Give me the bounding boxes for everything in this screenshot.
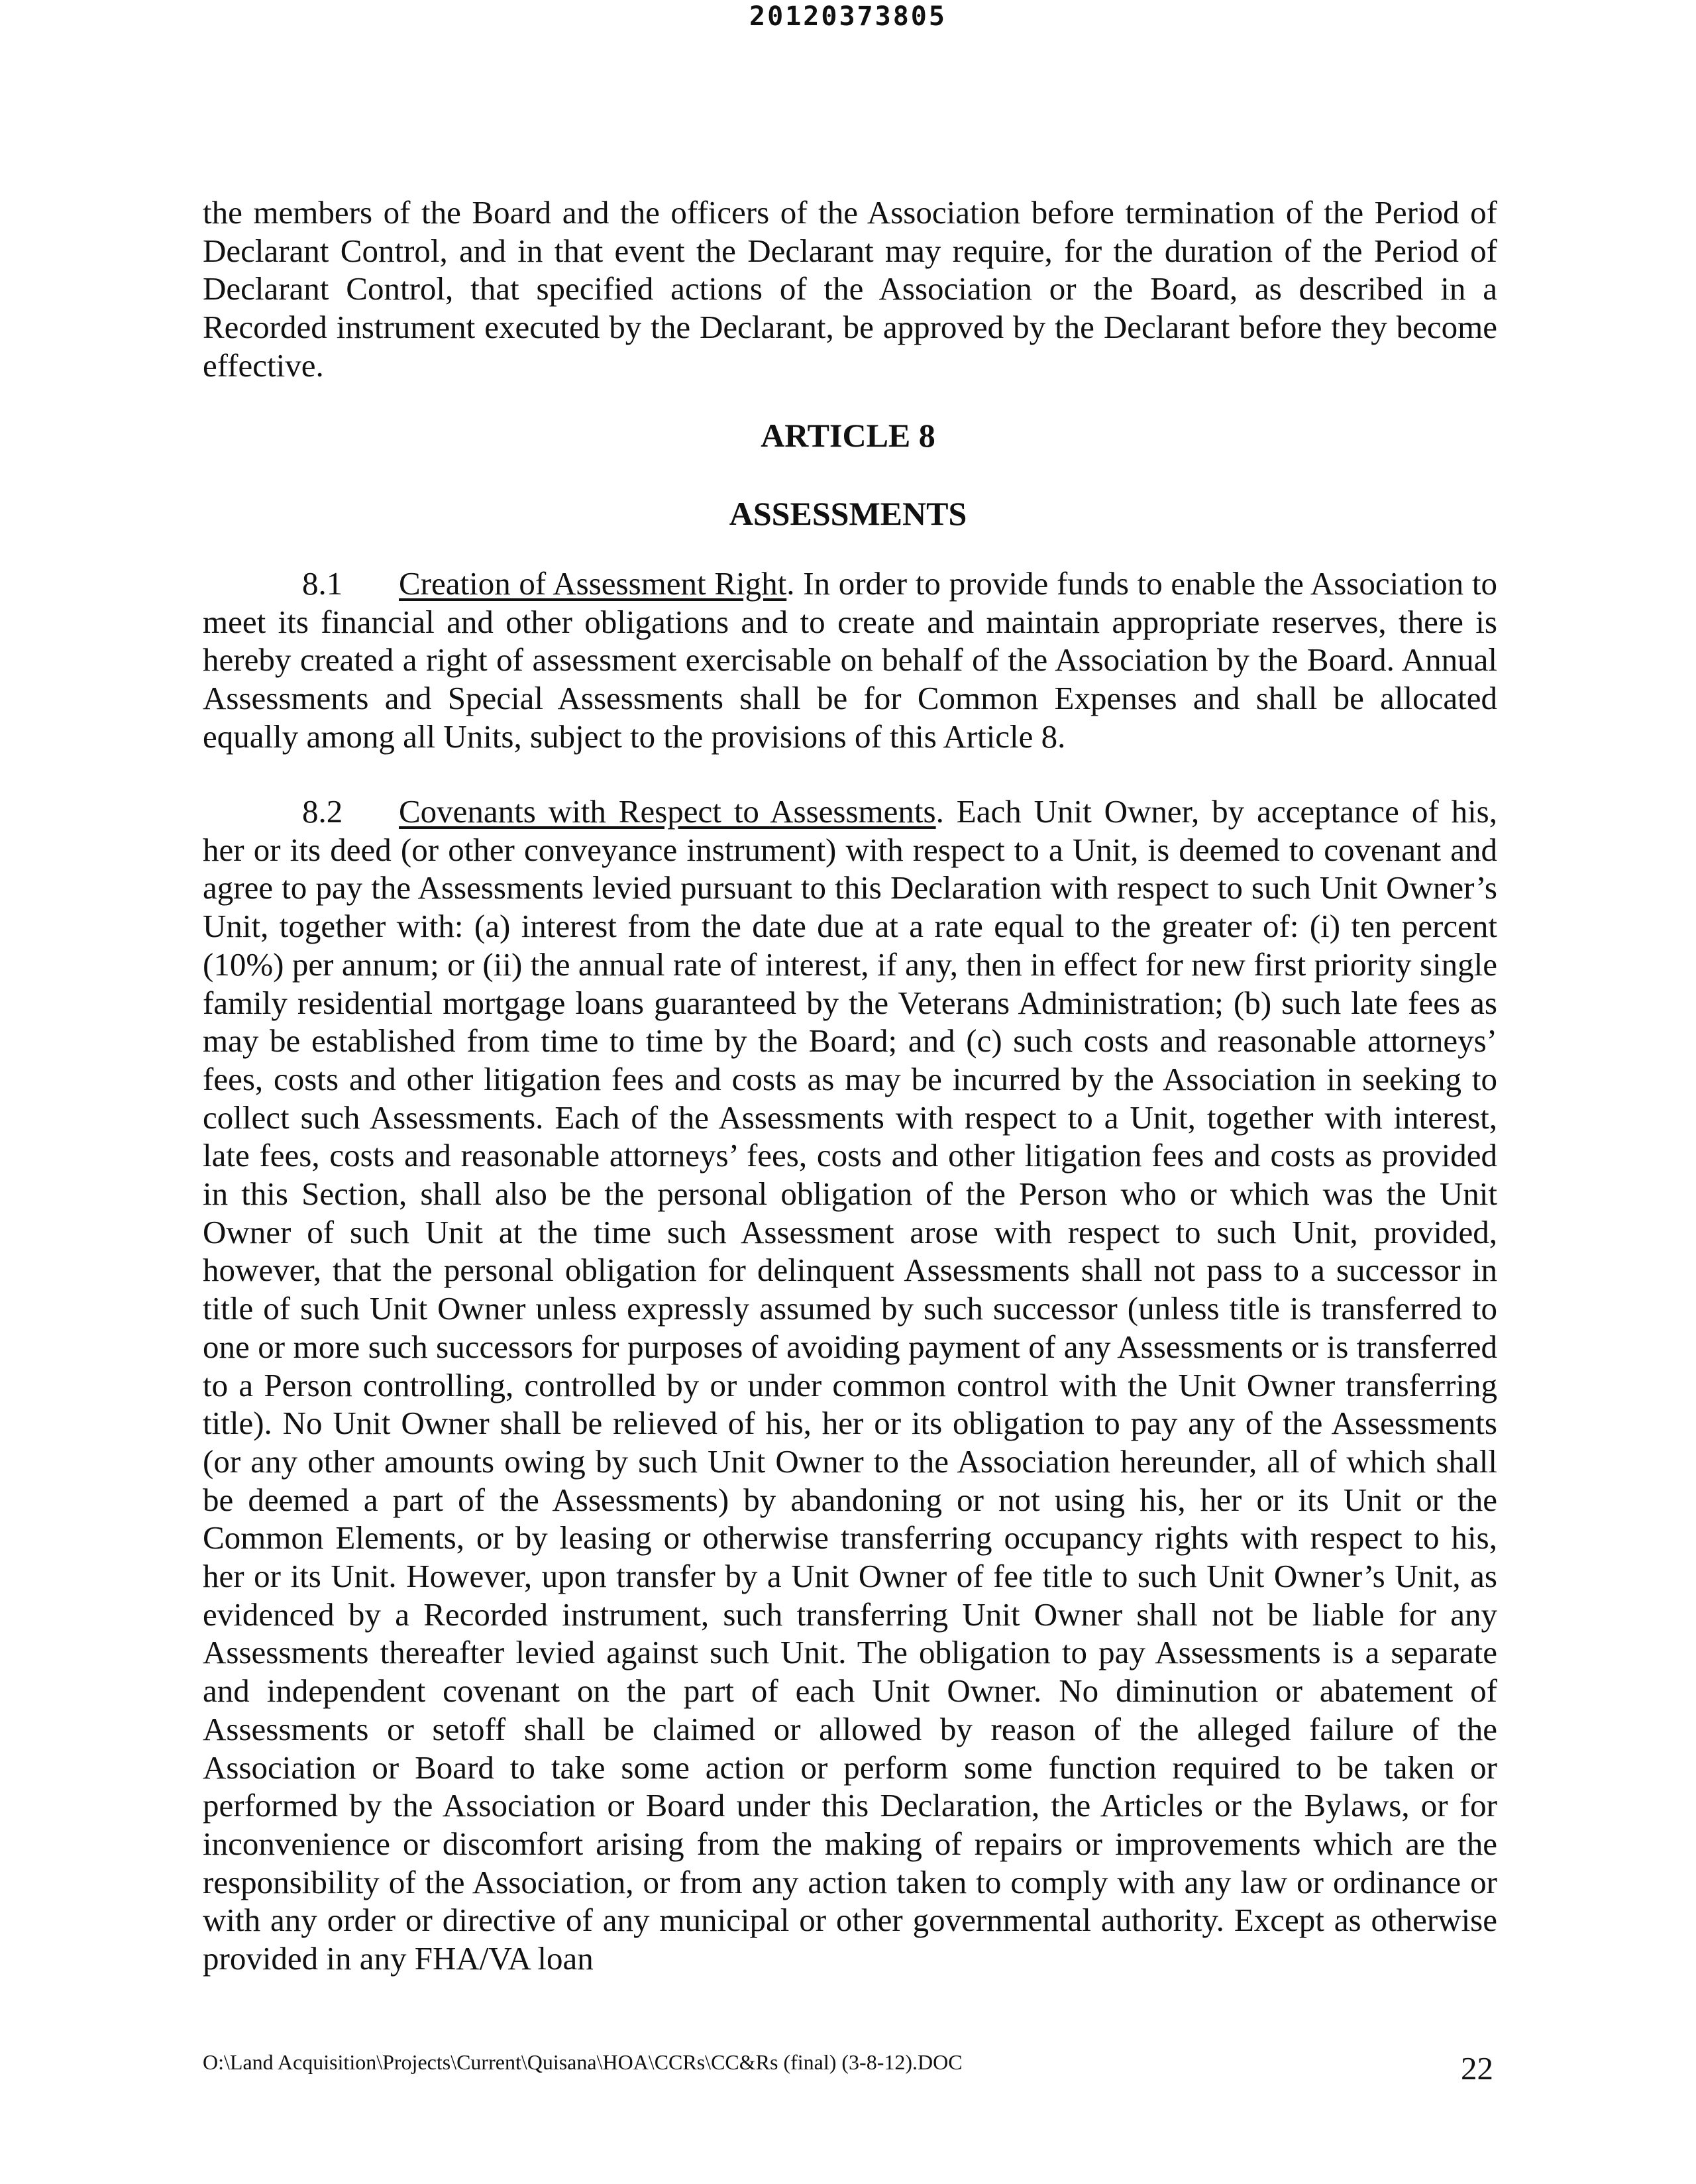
page-number: 22 <box>1461 2050 1493 2087</box>
section-8-2 <box>203 792 1497 1978</box>
section-heading: Covenants with Respect to Assessments <box>399 793 936 830</box>
section-number: 8.1 <box>302 565 343 602</box>
section-body: . In order to provide funds to enable the Association to meet its financial and other obligations and to create and maintain appropriate reserves, there is hereby created a right of assessment exercisable on behalf of the Association by the Board. Annual Assessments and Special Assessments shall be for Common Expenses and shall be allocated equally among all Units, subject to the provisions of this Article 8. <box>203 565 1497 755</box>
article-number: ARTICLE 8 <box>761 417 935 454</box>
continuation-text: the members of the Board and the officers of the Association before termination of the Period of Declarant Control, and in that event the Declarant may require, for the duration of the Period of Declarant Control, that specified actions of the Association or the Board, as described in a Recorded instrument executed by the Declarant, be approved by the Declarant before they become effective. <box>203 194 1497 384</box>
footer-file-path: O:\Land Acquisition\Projects\Current\Quisana\HOA\CCRs\CC&Rs (final) (3-8-12).DOC <box>203 2050 963 2074</box>
section-body: . Each Unit Owner, by acceptance of his, her or its deed (or other conveyance instrument) with respect to a Unit, is deemed to covenant and agree to pay the Assessments levied pursuant to this Declaration with respect to such Unit Owner’s Unit, together with: (a) interest from the date due at a rate equal to the greater of: (i) ten percent (10%) per annum; or (ii) the annual rate of interest, if any, then in effect for new first priority single family residential mortgage loans guaranteed by the Veterans Administration; (b) such late fees as may be established from time to time by the Board; and (c) such costs and reasonable attorneys’ fees, costs and other litigation fees and costs as may be incurred by the Association in seeking to collect such Assessments. Each of the Assessments with respect to a Unit, together with interest, late fees, costs and reasonable attorneys’ fees, costs and other litigation fees and costs as provided in this Section, shall also be the personal obligation of the Person who or which was the Unit Owner of such Unit at the time such Assessment arose with respect to such Unit, provided, however, that the personal obligation for delinquent Assessments shall not pass to a successor in title of such Unit Owner unless expressly assumed by such successor (unless title is transferred to one or more such successors for purposes of avoiding payment of any Assessments or is transferred to a Person controlling, controlled by or under common control with the Unit Owner transferring title). No Unit Owner shall be relieved of his, her or its obligation to pay any of the Assessments (or any other amounts owing by such Unit Owner to the Association hereunder, all of which shall be deemed a part of the Assessments) by abandoning or not using his, her or its Unit or the Common Elements, or by leasing or otherwise transferring occupancy rights with respect to his, her or its Unit. However, upon transfer by a Unit Owner of fee title to such Unit Owner’s Unit, as evidenced by a Recorded instrument, such transferring Unit Owner shall not be liable for any Assessments thereafter levied against such Unit. The obligation to pay Assessments is a separate and independent covenant on the part of each Unit Owner. No diminution or abatement of Assessments or setoff shall be claimed or allowed by reason of the alleged failure of the Association or Board to take some action or perform some function required to be taken or performed by the Association or Board under this Declaration, the Articles or the Bylaws, or for inconvenience or discomfort arising from the making of repairs or improvements which are the responsibility of the Association, or from any action taken to comply with any law or ordinance or with any order or directive of any municipal or other governmental authority. Except as otherwise provided in any FHA/VA loan <box>203 793 1498 1977</box>
section-8-1 <box>203 565 1497 756</box>
article-title: ASSESSMENTS <box>729 495 967 532</box>
continuation-paragraph <box>203 193 1497 385</box>
section-number: 8.2 <box>302 793 343 830</box>
section-heading: Creation of Assessment Right <box>399 565 787 602</box>
recording-number: 20120373805 <box>749 1 947 32</box>
